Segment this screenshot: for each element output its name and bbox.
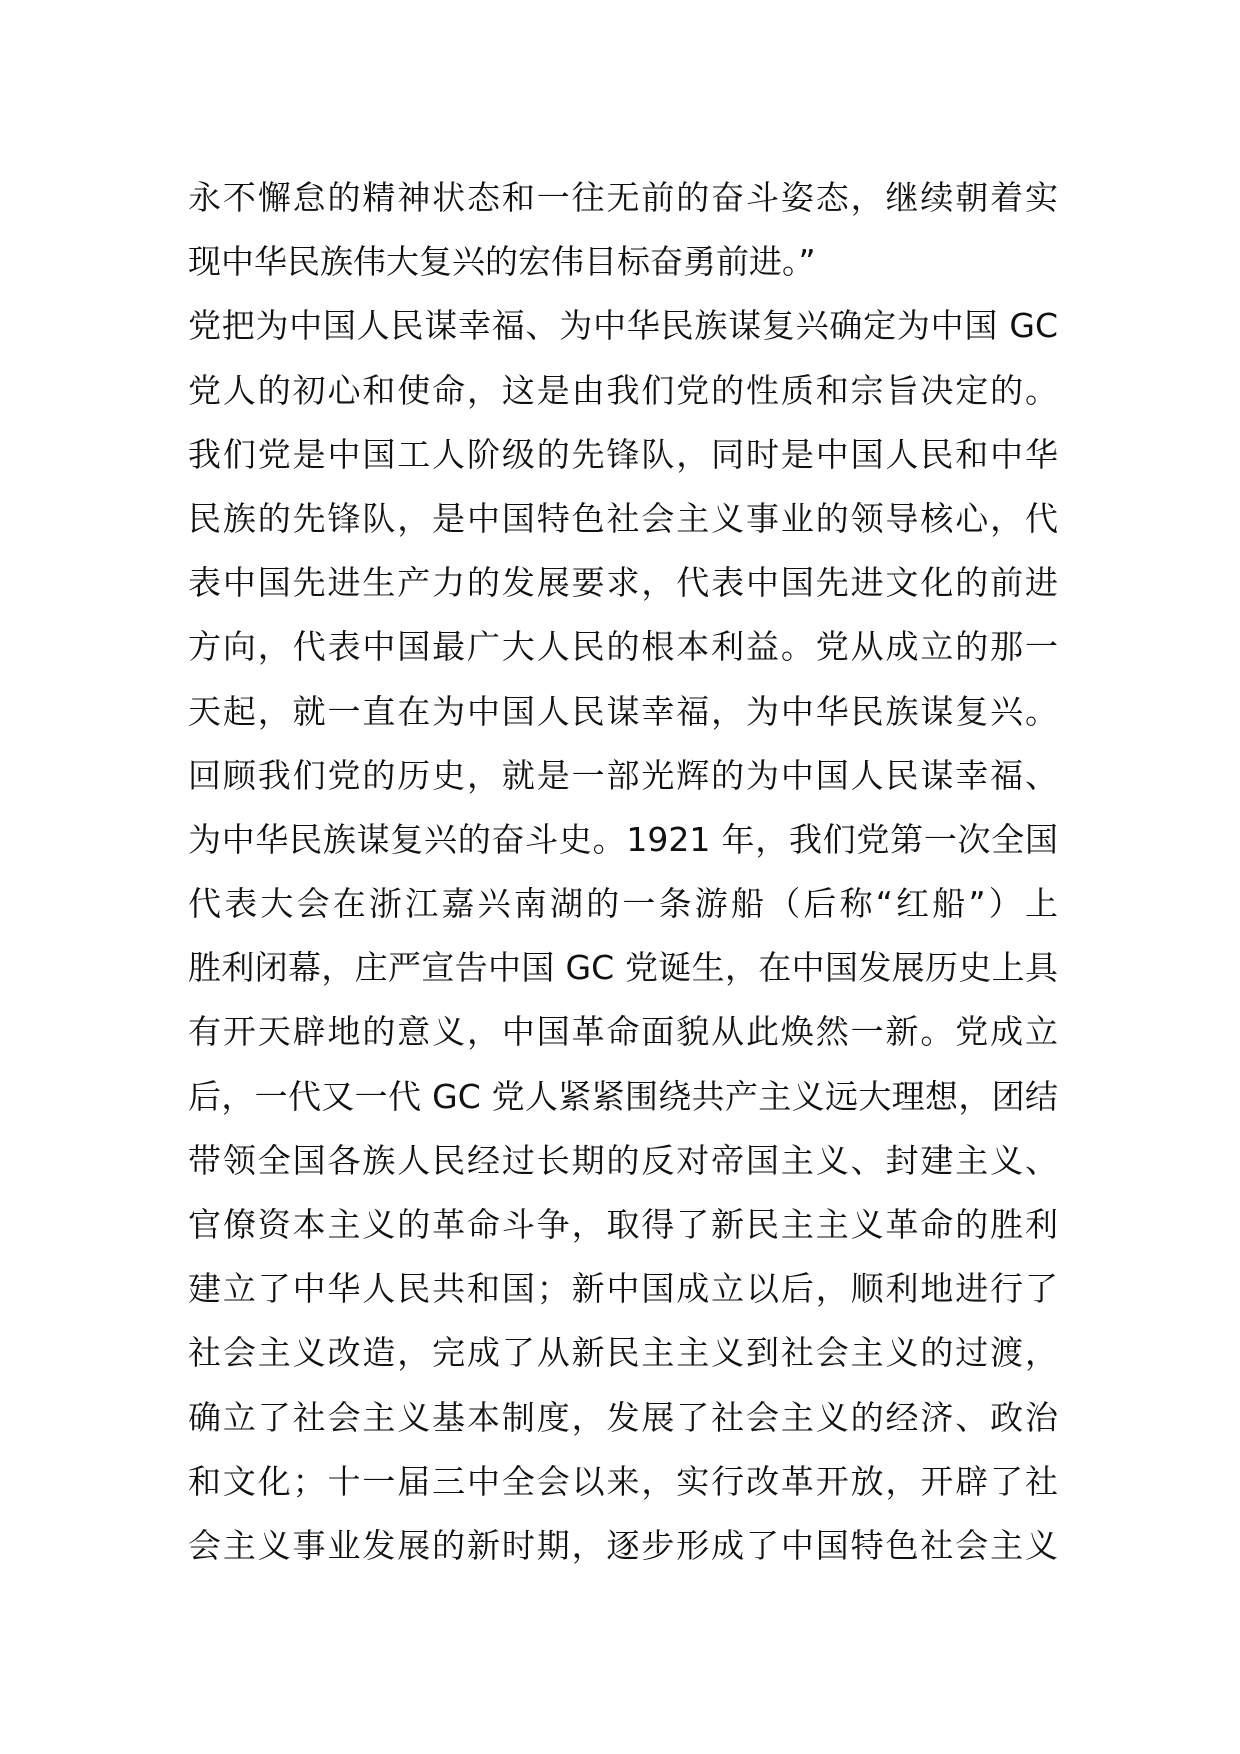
text-line: 官僚资本主义的革命斗争，取得了新民主主义革命的胜利 xyxy=(188,1205,1058,1244)
text-line: 永不懈怠的精神状态和一往无前的奋斗姿态，继续朝着实 xyxy=(188,178,1058,217)
text-line: 确立了社会主义基本制度，发展了社会主义的经济、政治 xyxy=(188,1397,1058,1437)
text-line: 党把为中国人民谋幸福、为中华民族谋复兴确定为中国 GC xyxy=(188,306,1058,346)
text-line: 代表大会在浙江嘉兴南湖的一条游船（后称“红船”）上 xyxy=(188,884,1058,924)
text-line: 后，一代又一代 GC 党人紧紧围绕共产主义远大理想，团结 xyxy=(188,1076,1058,1116)
body-text xyxy=(188,166,1058,1578)
text-line: 表中国先进生产力的发展要求，代表中国先进文化的前进 xyxy=(188,563,1058,603)
text-line: 天起，就一直在为中国人民谋幸福，为中华民族谋复兴。 xyxy=(188,691,1058,731)
text-line: 民族的先锋队，是中国特色社会主义事业的领导核心，代 xyxy=(188,498,1058,538)
text-line: 党人的初心和使命，这是由我们党的性质和宗旨决定的。 xyxy=(188,370,1058,410)
text-line: 社会主义改造，完成了从新民主主义到社会主义的过渡， xyxy=(188,1333,1058,1373)
text-line: 现中华民族伟大复兴的宏伟目标奋勇前进。” xyxy=(188,242,816,282)
text-line: 为中华民族谋复兴的奋斗史。1921 年，我们党第一次全国 xyxy=(188,819,1058,859)
text-line: 胜利闭幕，庄严宣告中国 GC 党诞生，在中国发展历史上具 xyxy=(188,948,1058,988)
text-line: 回顾我们党的历史，就是一部光辉的为中国人民谋幸福、 xyxy=(188,755,1058,795)
text-line: 建立了中华人民共和国；新中国成立以后，顺利地进行了 xyxy=(188,1269,1058,1309)
text-line: 会主义事业发展的新时期，逐步形成了中国特色社会主义 xyxy=(188,1525,1058,1565)
text-line: 有开天辟地的意义，中国革命面貌从此焕然一新。党成立 xyxy=(188,1012,1058,1052)
text-line: 和文化；十一届三中全会以来，实行改革开放，开辟了社 xyxy=(188,1461,1058,1501)
text-line: 方向，代表中国最广大人民的根本利益。党从成立的那一 xyxy=(188,627,1058,667)
text-line: 我们党是中国工人阶级的先锋队，同时是中国人民和中华 xyxy=(188,434,1058,474)
text-line: 带领全国各族人民经过长期的反对帝国主义、封建主义、 xyxy=(188,1140,1058,1180)
